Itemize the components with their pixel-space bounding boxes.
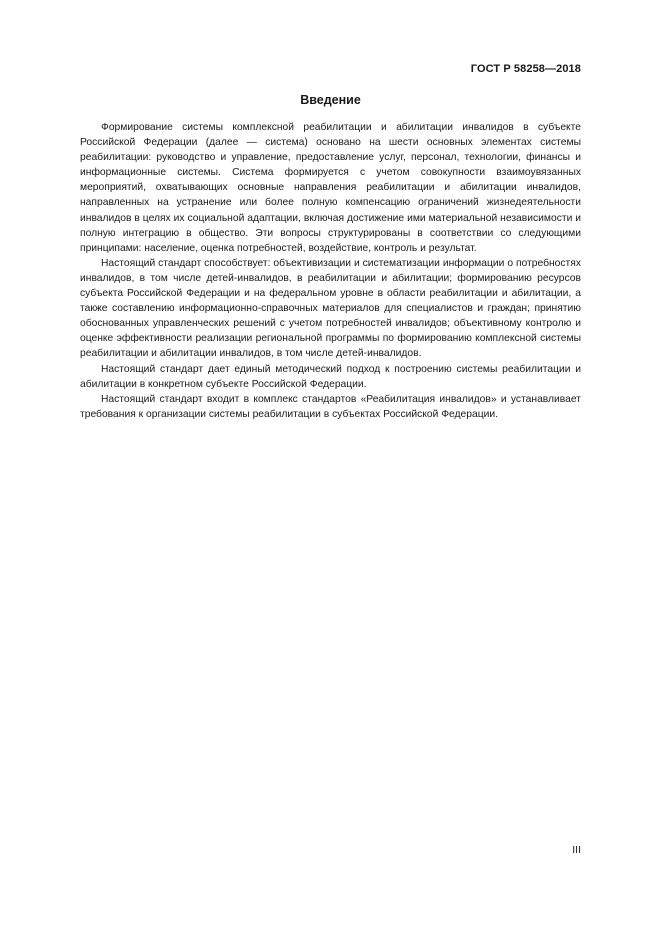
page-number: III (572, 844, 581, 856)
paragraph-1: Формирование системы комплексной реабилитации и абилитации инвалидов в субъекте Российской Федерации (далее — система) основано на шести основных элементах системы реабилитации: руководство и управление, предоставление услуг, персонал, технологии, финансы и информационные системы. Система формируется с учетом совокупности взаимоувязанных мероприятий, охватывающих основные направления реабилитации и абилитации инвалидов, направленных на устранение или более полную компенсацию ограничений жизнедеятельности инвалидов в целях их социальной адаптации, включая достижение ими материальной независимости и полную интеграцию в общество. Эти вопросы структурированы в соответствии со следующими принципами: население, оценка потребностей, воздействие, контроль и результат. (80, 122, 581, 254)
document-code: ГОСТ Р 58258—2018 (470, 63, 581, 75)
paragraph-3: Настоящий стандарт дает единый методический подход к построению системы реабилитации и абилитации в конкретном субъекте Российской Федерации. (80, 363, 581, 390)
body-text (80, 120, 581, 422)
paragraph-4: Настоящий стандарт входит в комплекс стандартов «Реабилитация инвалидов» и устанавливает требования к организации системы реабилитации в субъектах Российской Федерации. (80, 393, 581, 420)
section-title: Введение (300, 93, 361, 107)
paragraph-2: Настоящий стандарт способствует: объективизации и систематизации информации о потребностях инвалидов, в том числе детей-инвалидов, в реабилитации и абилитации; формированию ресурсов субъекта Российской Федерации и на федеральном уровне в области реабилитации и абилитации, а также составлению информационно-справочных материалов для специалистов и граждан; принятию обоснованных управленческих решений с учетом потребностей инвалидов; объективному контролю и оценке эффективности реализации региональной программы по формированию комплексной системы реабилитации и абилитации инвалидов, в том числе детей-инвалидов. (80, 257, 581, 360)
